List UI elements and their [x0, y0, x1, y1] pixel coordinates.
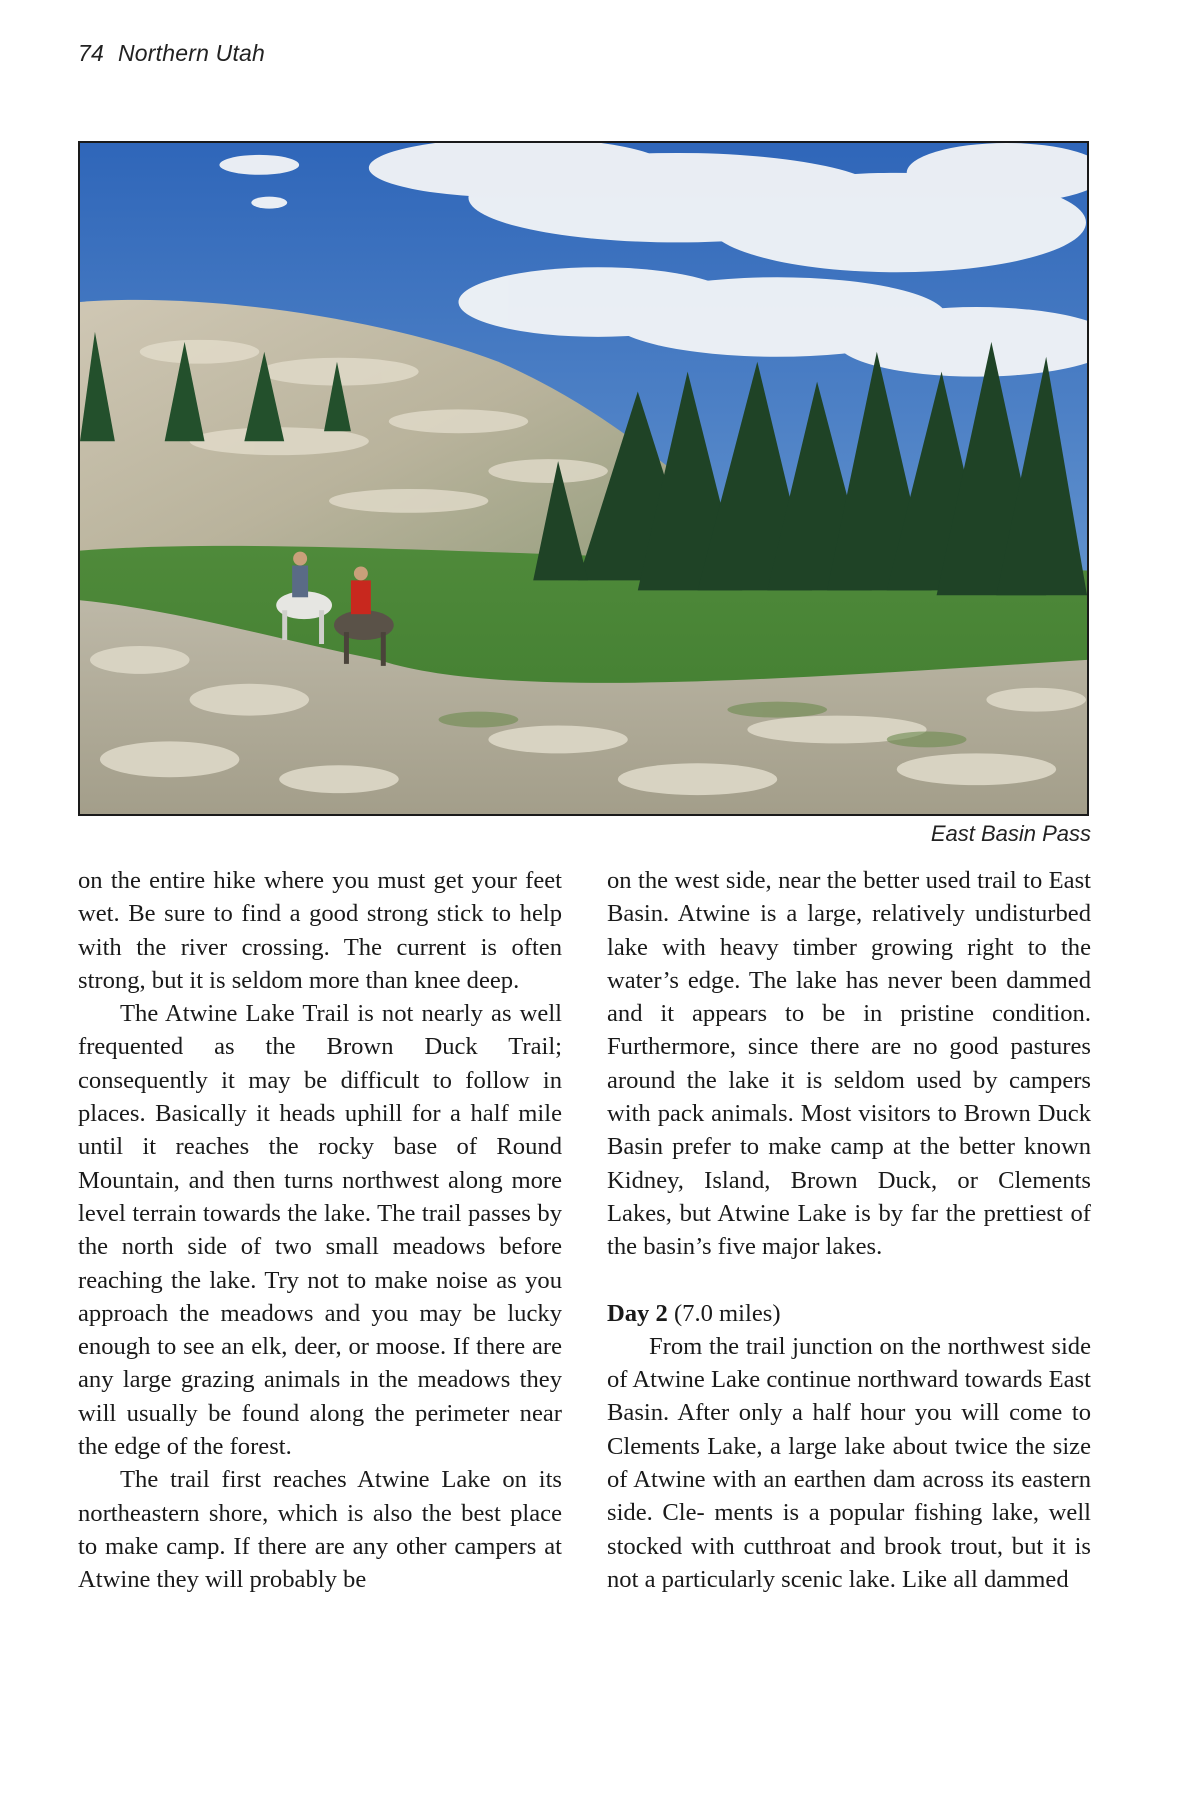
paragraph: on the entire hike where you must get your feet wet. Be sure to find a good strong stick to help with the river crossing. The current is often strong, but it is seldom more than knee deep.: [78, 867, 562, 994]
spacer: [607, 1264, 1091, 1297]
right-column: [607, 864, 1091, 1596]
paragraph: The Atwine Lake Trail is not nearly as well frequented as the Brown Duck Trail; consequently it may be difficult to follow in places. Basically it heads uphill for a half mile until it reaches the rocky base of Round Mountain, and then turns northwest along more level terrain towards the lake. The trail passes by the north side of two small meadows before reaching the lake. Try not to make noise as you approach the meadows and you may be lucky enough to see an elk, deer, or moose. If there are any large grazing animals in the meadows they will usually be found along the perimeter near the edge of the forest.: [78, 1000, 562, 1461]
left-column: [78, 864, 562, 1597]
paragraph: The trail first reaches Atwine Lake on its northeastern shore, which is also the best place to make camp. If there are any other campers at Atwine they will probably be: [78, 1466, 562, 1594]
section-title: Northern Utah: [117, 40, 266, 66]
day-heading: [607, 1297, 1091, 1330]
paragraph: From the trail junction on the northwest side of Atwine Lake continue northward towards East Basin. After only a half hour you will come to Clements Lake, a large lake about twice the size of Atwine with an earthen dam across its eastern side. Cle- ments is a popular fishing lake, well stocked with cutthroat and brook trout, but it is not a particularly scenic lake. Like all dammed: [607, 1332, 1091, 1593]
landscape-photo: [78, 141, 1089, 816]
photo-caption: East Basin Pass: [930, 821, 1091, 846]
day-distance: (7.0 miles): [673, 1299, 781, 1327]
running-header: [78, 40, 265, 67]
photo-illustration: [80, 143, 1087, 814]
day-label: Day 2: [607, 1299, 668, 1327]
paragraph: on the west side, near the better used trail to East Basin. Atwine is a large, relatively undisturbed lake with heavy timber growing right to the water’s edge. The lake has never been dammed and it appears to be in pristine condition. Furthermore, since there are no good pastures around the lake it is seldom used by campers with pack animals. Most visitors to Brown Duck Basin prefer to make camp at the better known Kidney, Island, Brown Duck, or Clements Lakes, but Atwine Lake is by far the prettiest of the basin’s five major lakes.: [607, 867, 1091, 1261]
page-number: 74: [78, 40, 104, 66]
